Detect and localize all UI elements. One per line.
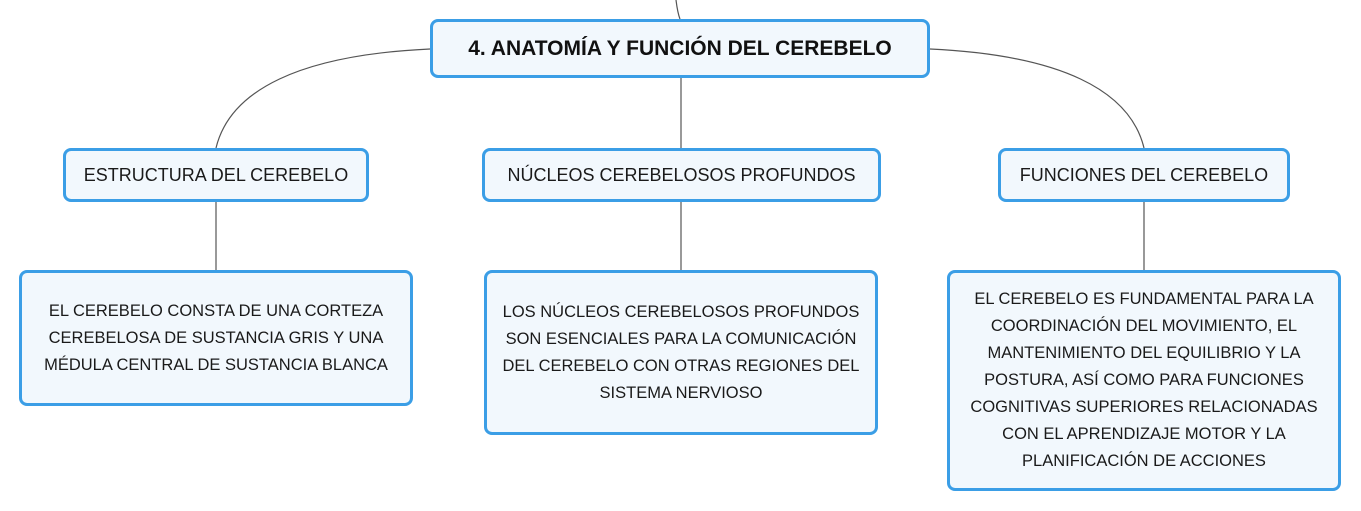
- subtopic-funciones-detail[interactable]: [947, 270, 1341, 491]
- topic-funciones[interactable]: [998, 148, 1290, 202]
- subtopic-funciones-text: EL CEREBELO ES FUNDAMENTAL PARA LA COORDINACIÓN DEL MOVIMIENTO, EL MANTENIMIENTO DEL EQUILIBRIO Y LA POSTURA, ASÍ COMO PARA FUNCIONES COGNITIVAS SUPERIORES RELACIONADAS CON EL APRENDIZAJE MOTOR Y LA PLANIFICACIÓN DE ACCIONES: [970, 290, 1318, 470]
- subtopic-estructura-text: EL CEREBELO CONSTA DE UNA CORTEZA CEREBELOSA DE SUSTANCIA GRIS Y UNA MÉDULA CENTRAL DE SUSTANCIA BLANCA: [44, 301, 388, 374]
- root-topic[interactable]: [430, 19, 930, 78]
- connector-root-to-funciones: [930, 49, 1144, 148]
- topic-funciones-label: FUNCIONES DEL CEREBELO: [1019, 164, 1269, 185]
- topic-nucleos-label: NÚCLEOS CEREBELOSOS PROFUNDOS: [507, 164, 856, 185]
- topic-nucleos[interactable]: [482, 148, 881, 202]
- root-topic-label: 4. ANATOMÍA Y FUNCIÓN DEL CEREBELO: [468, 36, 892, 60]
- topic-estructura-label: ESTRUCTURA DEL CEREBELO: [83, 164, 349, 185]
- topic-estructura[interactable]: [63, 148, 369, 202]
- subtopic-nucleos-detail[interactable]: [484, 270, 878, 435]
- subtopic-estructura-detail[interactable]: [19, 270, 413, 406]
- subtopic-nucleos-text: LOS NÚCLEOS CEREBELOSOS PROFUNDOS SON ESENCIALES PARA LA COMUNICACIÓN DEL CEREBELO CON OTRAS REGIONES DEL SISTEMA NERVIOSO: [502, 302, 860, 402]
- connector-parent-to-root: [676, 0, 680, 19]
- connector-root-to-estructura: [216, 49, 430, 148]
